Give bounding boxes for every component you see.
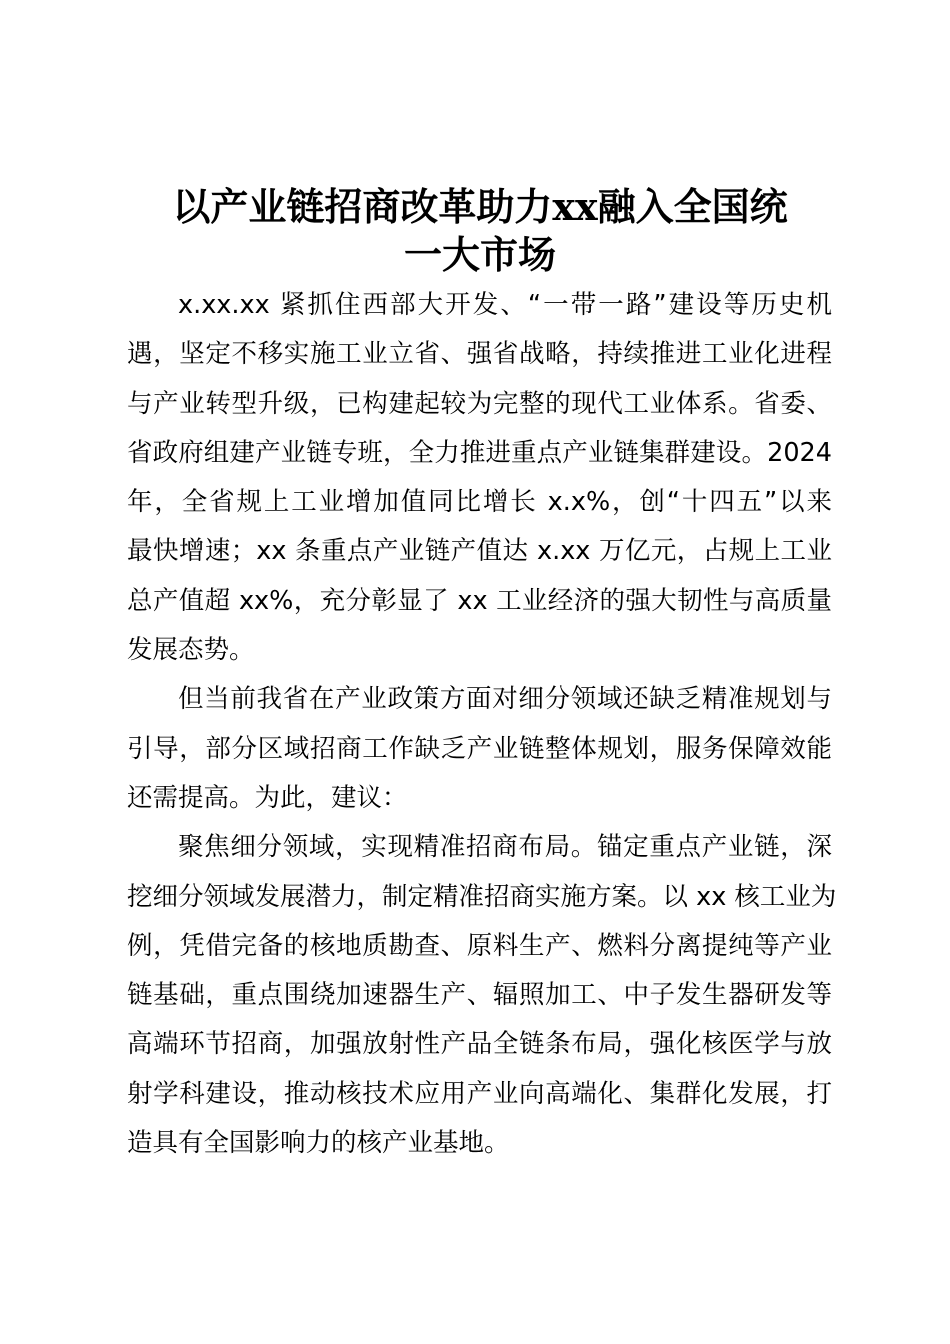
paragraph-line: 例，凭借完备的核地质勘查、原料生产、燃料分离提纯等产业: [127, 930, 832, 961]
paragraph: [127, 675, 832, 823]
paragraph-line: 年，全省规上工业增加值同比增长 x.x%，创“十四五”以来: [127, 487, 832, 518]
paragraph-line: 但当前我省在产业政策方面对细分领域还缺乏精准规划与: [178, 684, 832, 715]
paragraph-line: 链基础，重点围绕加速器生产、辐照加工、中子发生器研发等: [127, 980, 832, 1011]
paragraph-line: 聚焦细分领域，实现精准招商布局。锚定重点产业链，深: [178, 832, 832, 863]
paragraph-line: 遇，坚定不移实施工业立省、强省战略，持续推进工业化进程: [127, 339, 832, 370]
paragraph-line: 造具有全国影响力的核产业基地。: [127, 1128, 510, 1159]
paragraph-line: 射学科建设，推动核技术应用产业向高端化、集群化发展，打: [127, 1078, 832, 1109]
document-body: [127, 281, 837, 1168]
paragraph-line: 省政府组建产业链专班，全力推进重点产业链集群建设。2024: [127, 437, 832, 468]
document-title: [120, 183, 840, 279]
paragraph-line: 引导，部分区域招商工作缺乏产业链整体规划，服务保障效能: [127, 733, 832, 764]
title-line: 以产业链招商改革助力xx融入全国统: [172, 184, 788, 229]
paragraph-line: 总产值超 xx%，充分彰显了 xx 工业经济的强大韧性与高质量: [127, 585, 832, 616]
paragraph: [127, 823, 837, 1168]
paragraph-line: 还需提高。为此，建议：: [127, 782, 408, 813]
paragraph-line: x.xx.xx 紧抓住西部大开发、“一带一路”建设等历史机: [178, 290, 832, 320]
paragraph-line: 最快增速；xx 条重点产业链产值达 x.xx 万亿元，占规上工业: [127, 536, 832, 567]
paragraph: [127, 281, 832, 675]
paragraph-line: 发展态势。: [127, 635, 255, 666]
title-line: 一大市场: [403, 232, 556, 277]
paragraph-line: 挖细分领域发展潜力，制定精准招商实施方案。以 xx 核工业为: [127, 881, 837, 912]
paragraph-line: 与产业转型升级，已构建起较为完整的现代工业体系。省委、: [127, 388, 832, 419]
paragraph-line: 高端环节招商，加强放射性产品全链条布局，强化核医学与放: [127, 1029, 832, 1060]
